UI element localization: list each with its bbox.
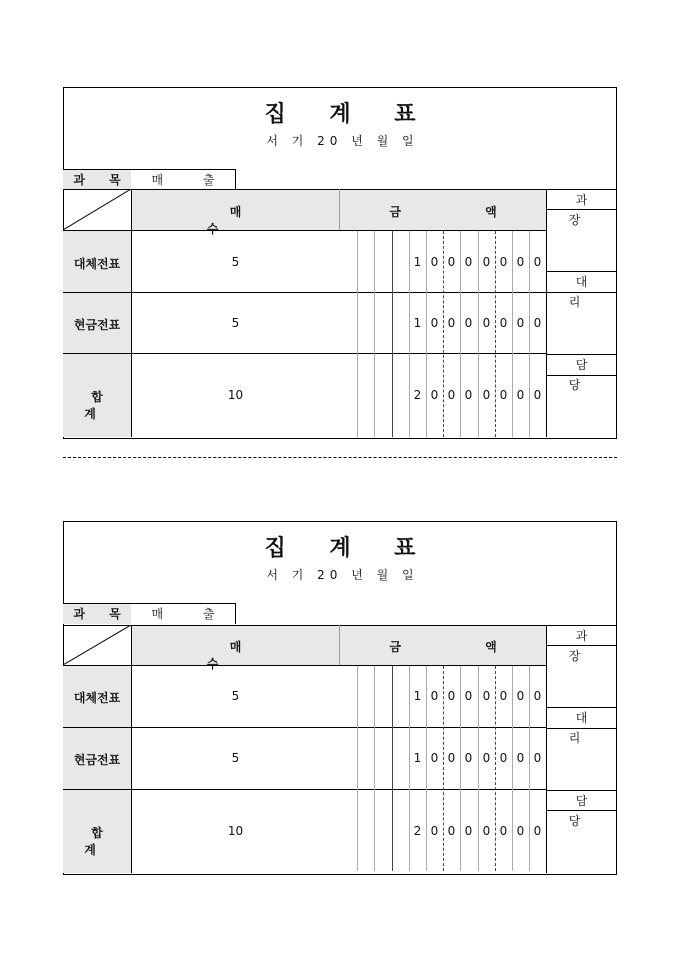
row-count-total: 10 (227, 388, 244, 402)
amount-digit: 0 (533, 824, 542, 838)
amount-digit: 1 (413, 316, 422, 330)
amount-digit: 0 (482, 316, 491, 330)
digit-column-divider (443, 231, 444, 437)
amount-digit: 0 (533, 751, 542, 765)
amount-digit: 0 (499, 689, 508, 703)
date-line: 서 기 20 년 월 일 (266, 134, 419, 148)
amount-digit: 0 (499, 255, 508, 269)
subject-label: 과 목 (63, 604, 131, 624)
digit-column-divider (426, 666, 427, 871)
amount-digit: 0 (516, 751, 525, 765)
digit-column-divider (392, 666, 393, 871)
digit-column-divider (443, 666, 444, 871)
amount-digit: 0 (499, 316, 508, 330)
digit-column-divider (374, 231, 375, 437)
amount-digit: 0 (447, 388, 456, 402)
form-title: 집 계 표 (264, 102, 434, 127)
count-header: 매 수 (206, 205, 288, 236)
amount-digit: 0 (464, 824, 473, 838)
amount-digit: 0 (482, 751, 491, 765)
amount-digit: 0 (533, 689, 542, 703)
row-label-total: 합 계 (84, 390, 117, 421)
amount-digit: 0 (482, 255, 491, 269)
digit-column-divider (495, 666, 496, 871)
amount-digit: 0 (430, 255, 439, 269)
digit-column-divider (478, 666, 479, 871)
amount-digit: 1 (413, 689, 422, 703)
amount-digit: 0 (533, 255, 542, 269)
row-label-transfer: 대체전표 (73, 691, 121, 705)
amount-digit: 2 (413, 388, 422, 402)
approval-deputy: 대 리 (568, 711, 602, 745)
subject-value: 매 출 (151, 173, 233, 187)
amount-digit: 0 (499, 388, 508, 402)
amount-digit: 0 (533, 388, 542, 402)
digit-column-divider (478, 231, 479, 437)
digit-column-divider (495, 231, 496, 437)
digit-column-divider (460, 231, 461, 437)
amount-digit: 0 (499, 751, 508, 765)
row-count-transfer: 5 (231, 255, 240, 269)
row-label-total: 합 계 (84, 826, 117, 857)
amount-digit: 1 (413, 751, 422, 765)
digit-column-divider (374, 666, 375, 871)
count-header: 매 수 (206, 640, 288, 671)
approval-deputy: 대 리 (568, 275, 602, 309)
amount-digit: 1 (413, 255, 422, 269)
digit-column-divider (512, 231, 513, 437)
digit-column-divider (529, 231, 530, 437)
form-title: 집 계 표 (264, 536, 434, 561)
digit-column-divider (357, 231, 358, 437)
subject-box (63, 603, 236, 624)
amount-digit: 0 (516, 388, 525, 402)
amount-digit: 0 (464, 316, 473, 330)
digit-column-divider (409, 231, 410, 437)
amount-digit: 0 (464, 255, 473, 269)
row-count-cash: 5 (231, 751, 240, 765)
amount-digit: 0 (447, 751, 456, 765)
digit-column-divider (529, 666, 530, 871)
amount-digit: 0 (516, 316, 525, 330)
amount-digit: 0 (430, 689, 439, 703)
amount-header: 금 액 (389, 640, 537, 654)
amount-digit: 0 (447, 824, 456, 838)
amount-digit: 0 (516, 824, 525, 838)
amount-digit: 0 (482, 824, 491, 838)
date-line: 서 기 20 년 월 일 (266, 568, 419, 582)
diagonal-slash (63, 189, 132, 231)
amount-digit: 0 (430, 824, 439, 838)
amount-digit: 0 (464, 751, 473, 765)
subject-value: 매 출 (151, 607, 233, 621)
amount-digit: 0 (447, 316, 456, 330)
amount-digit: 0 (464, 689, 473, 703)
row-label-cash: 현금전표 (73, 753, 121, 767)
digit-column-divider (392, 231, 393, 437)
row-label-cash: 현금전표 (73, 318, 121, 332)
amount-digit: 0 (447, 255, 456, 269)
diagonal-slash (63, 625, 132, 666)
approval-staff: 담 당 (568, 358, 602, 392)
amount-digit: 0 (482, 388, 491, 402)
row-count-transfer: 5 (231, 689, 240, 703)
amount-digit: 0 (430, 388, 439, 402)
digit-column-divider (357, 666, 358, 871)
amount-header: 금 액 (389, 205, 537, 219)
cut-line (63, 457, 617, 458)
digit-column-divider (512, 666, 513, 871)
subject-box (63, 169, 236, 190)
amount-digit: 0 (430, 316, 439, 330)
approval-manager: 과 장 (568, 193, 602, 227)
row-count-total: 10 (227, 824, 244, 838)
amount-digit: 0 (464, 388, 473, 402)
digit-column-divider (460, 666, 461, 871)
amount-digit: 0 (482, 689, 491, 703)
amount-digit: 0 (430, 751, 439, 765)
row-label-transfer: 대체전표 (73, 257, 121, 271)
amount-digit: 0 (447, 689, 456, 703)
amount-digit: 0 (533, 316, 542, 330)
digit-column-divider (426, 231, 427, 437)
approval-staff: 담 당 (568, 794, 602, 828)
amount-digit: 0 (516, 689, 525, 703)
approval-manager: 과 장 (568, 629, 602, 663)
amount-digit: 0 (516, 255, 525, 269)
subject-label: 과 목 (63, 170, 131, 190)
digit-column-divider (409, 666, 410, 871)
amount-digit: 2 (413, 824, 422, 838)
amount-digit: 0 (499, 824, 508, 838)
row-count-cash: 5 (231, 316, 240, 330)
